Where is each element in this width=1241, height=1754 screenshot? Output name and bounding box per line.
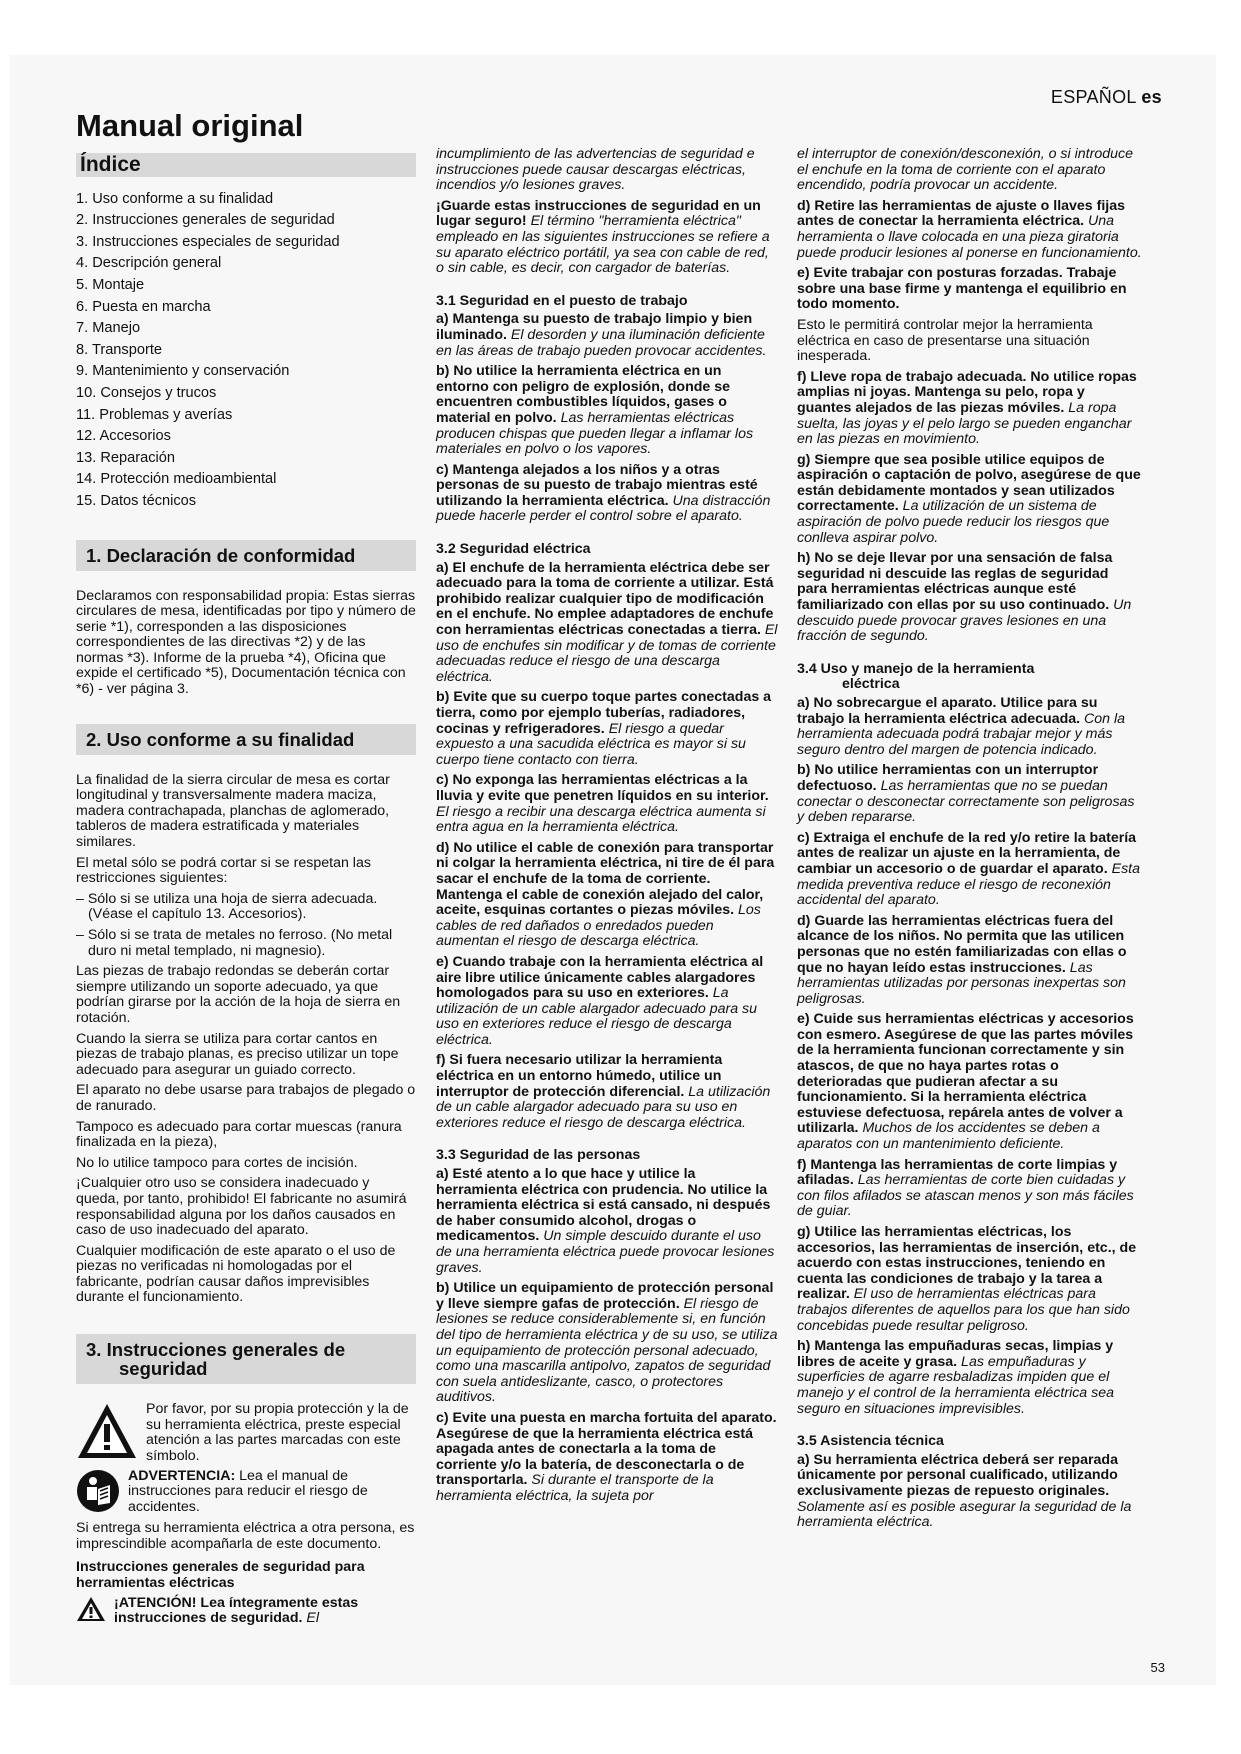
item: a) Su herramienta eléctrica deberá ser reparada únicamente por personal cualificado, utilizando exclusivamente piezas de repuesto originales. Solamente así es posible asegurar la seguridad de la herramienta eléctrica. xyxy=(797,1451,1132,1531)
index-item: 7. Manejo xyxy=(76,320,141,337)
atencion-text: ¡ATENCIÓN! Lea íntegramente estas instrucciones de seguridad. El xyxy=(114,1594,359,1627)
index-item: 5. Montaje xyxy=(76,276,145,293)
index-item: 6. Puesta en marcha xyxy=(76,298,211,315)
item: h) Mantenga las empuñaduras secas, limpias y libres de aceite y grasa. Las empuñaduras y superficies de agarre resbaladizas impiden que el manejo y el control de la herramienta eléctrica sea seguro en situaciones imprevisibles. xyxy=(797,1338,1115,1417)
section-2-heading: 2. Uso conforme a su finalidad xyxy=(76,724,416,755)
subsection-3-4 xyxy=(797,662,1142,693)
page-title: Manual original xyxy=(76,108,304,143)
item: c) No exponga las herramientas eléctricas a la lluvia y evite que penetren líquidos en su interior. El riesgo a recibir una descarga eléctrica aumenta si entra agua en la herramienta eléctrica. xyxy=(436,772,769,836)
column-left xyxy=(76,153,416,1631)
item: b) No utilice herramientas con un interruptor defectuoso. Las herramientas que no se puedan conectar o desconectar correctamente son peligrosas y deben repararse. xyxy=(797,762,1135,826)
subsection-3-5: 3.5 Asistencia técnica xyxy=(797,1433,944,1450)
index-heading: Índice xyxy=(76,153,416,177)
item: e) Cuando trabaje con la herramienta eléctrica al aire libre utilice únicamente cables alargadores homologados para su uso en exteriores. La utilización de un cable alargador adecuado para su uso en exteriores reduce el riesgo de descarga eléctrica. xyxy=(436,953,764,1048)
warning-text: Por favor, por su propia protección y la de su herramienta eléctrica, preste especial atención a las partes marcadas con este símbolo. xyxy=(146,1401,409,1464)
index-item: 15. Datos técnicos xyxy=(76,492,197,509)
item: d) No utilice el cable de conexión para transportar ni colgar la herramienta eléctrica, ni tire de él para sacar el enchufe de la toma de corriente. Mantenga el cable de conexión alejado del calor, aceite, esquinas cortantes o piezas móviles. Los cables de red dañados o enredados pueden aumentan el riesgo de descarga eléctrica. xyxy=(436,839,775,950)
index-item: 4. Descripción general xyxy=(76,255,222,272)
index-item: 8. Transporte xyxy=(76,341,162,358)
subsection-3-3: 3.3 Seguridad de las personas xyxy=(436,1147,641,1164)
item: h) No se deje llevar por una sensación de falsa seguridad ni descuide las reglas de seguridad para herramientas eléctricas aunque esté familiarizado con ellas por su uso continuado. Un descuido puede provocar graves lesiones en una fracción de segundo. xyxy=(797,550,1132,645)
paragraph: incumplimiento de las advertencias de seguridad e instrucciones puede causar descargas eléctricas, incendios y/o lesiones graves. xyxy=(436,146,755,194)
index-list xyxy=(76,189,416,513)
item: d) Guarde las herramientas eléctricas fuera del alcance de los niños. No permita que las utilicen personas que no estén familiarizadas con ellas o que no hayan leído estas instrucciones. Las herramientas utilizadas por personas inexpertas son peligrosas. xyxy=(797,912,1127,1007)
item: e) Cuide sus herramientas eléctricas y accesorios con esmero. Asegúrese de que las partes móviles de la herramienta funcionan correctamente y sin atascos, de que no haya partes rotas o deterioradas que pudieran afectar a su funcionamiento. Si la herramienta eléctrica estuviese defectuosa, repárela antes de volver a utilizarla. Muchos de los accidentes se deben a aparatos con un mantenimiento deficiente. xyxy=(797,1011,1134,1153)
dash-item: – Sólo si se utiliza una hoja de sierra adecuada. (Véase el capítulo 13. Accesorios). xyxy=(76,890,378,923)
item: g) Siempre que sea posible utilice equipos de aspiración o captación de polvo, asegúrese de que están debidamente montados y sean utilizados correctamente. La utilización de un sistema de aspiración de polvo puede reducir los riesgos que conlleva aspirar polvo. xyxy=(797,451,1141,546)
index-item: 9. Mantenimiento y conservación xyxy=(76,363,290,380)
item: b) No utilice la herramienta eléctrica en un entorno con peligro de explosión, donde se encuentren combustibles líquidos, gases o material en polvo. Las herramientas eléctricas producen chispas que pueden llegar a inflamar los materiales en polvo o los vapores. xyxy=(436,363,754,458)
advertencia-text: ADVERTENCIA: Lea el manual de instrucciones para reducir el riesgo de accidentes. xyxy=(128,1467,368,1515)
read-manual-icon xyxy=(76,1469,120,1518)
index-item: 12. Accesorios xyxy=(76,428,171,445)
index-item: 13. Reparación xyxy=(76,449,175,466)
section-3-heading-line2: seguridad xyxy=(119,1358,208,1380)
column-right xyxy=(797,147,1142,1536)
subsection-3-2: 3.2 Seguridad eléctrica xyxy=(436,541,591,558)
paragraph: El metal sólo se podrá cortar si se respetan las restricciones siguientes: xyxy=(76,854,371,887)
item: g) Utilice las herramientas eléctricas, los accesorios, las herramientas de inserción, etc., de acuerdo con estas instrucciones, teniendo en cuenta las condiciones de trabajo y la tarea a realizar. El uso de herramientas eléctricas para trabajos diferentes de aquellos para los que han sido concebidas puede resultar peligroso. xyxy=(797,1224,1137,1334)
paragraph: Las piezas de trabajo redondas se deberán cortar siempre utilizando un soporte adecuado, ya que podrían girarse por la acción de la hoja de sierra en rotación. xyxy=(76,963,401,1026)
item: c) Extraiga el enchufe de la red y/o retire la batería antes de realizar un ajuste en la herramienta, de cambiar un accesorio o de guardar el aparato. Esta medida preventiva reduce el riesgo de reconexión accidental del aparato. xyxy=(797,829,1141,909)
read-manual-note xyxy=(76,1469,416,1518)
item: c) Evite una puesta en marcha fortuita del aparato. Asegúrese de que la herramienta eléctrica está apagada antes de conectarla a la toma de corriente y/o la batería, de desconectarla o de transportarla. Si durante el transporte de la herramienta eléctrica, la sujeta por xyxy=(436,1409,777,1504)
item: f) Mantenga las herramientas de corte limpias y afiladas. Las herramientas de corte bien cuidadas y con filos afilados se atascan menos y son más fáciles de guiar. xyxy=(797,1156,1134,1220)
dash-item: – Sólo si se trata de metales no ferroso. (No metal duro ni metal templado, ni magnesio). xyxy=(76,927,393,959)
paragraph: No lo utilice tampoco para cortes de incisión. xyxy=(76,1154,358,1171)
index-item: 11. Problemas y averías xyxy=(76,406,233,423)
warning-note xyxy=(76,1402,416,1465)
index-item: 3. Instrucciones especiales de seguridad xyxy=(76,233,340,250)
language-label: ESPAÑOL es xyxy=(1050,87,1162,107)
item: a) El enchufe de la herramienta eléctrica debe ser adecuado para la toma de corriente a utilizar. Está prohibido realizar cualquier tipo de modificación en el enchufe. No emplee adaptadores de enchufe con herramientas eléctricas conectadas a tierra. El uso de enchufes sin modificar y de tomas de corriente adecuadas reduce el riesgo de una descarga eléctrica. xyxy=(436,559,778,685)
warning-triangle-icon xyxy=(76,1402,138,1465)
item: d) Retire las herramientas de ajuste o llaves fijas antes de conectar la herramienta eléctrica. Una herramienta o llave colocada en una pieza giratoria puede producir lesiones al ponerse en funcionamiento. xyxy=(797,197,1142,261)
paragraph: La finalidad de la sierra circular de mesa es cortar longitudinal y transversalmente madera maciza, madera contrachapada, planchas de aglomerado, tableros de madera estratificada y materiales similares. xyxy=(76,771,390,851)
subsection-3-4-line2: eléctrica xyxy=(842,676,900,693)
index-item: 1. Uso conforme a su finalidad xyxy=(76,190,274,207)
paragraph: El aparato no debe usarse para trabajos de plegado o de ranurado. xyxy=(76,1082,416,1114)
index-item: 10. Consejos y trucos xyxy=(76,384,217,401)
column-middle xyxy=(436,147,778,1510)
paragraph: Tampoco es adecuado para cortar muescas (ranura finalizada en la pieza), xyxy=(76,1118,402,1151)
page-number: 53 xyxy=(1150,1660,1165,1675)
warning-triangle-icon xyxy=(76,1596,106,1627)
paragraph: ¡Guarde estas instrucciones de seguridad en un lugar seguro! El término "herramienta eléctrica" empleado en las siguientes instrucciones se refiere a su aparato eléctrico portátil, ya sea con cable de red, o sin cable, es decir, con cargador de baterías. xyxy=(436,197,770,277)
paragraph: el interruptor de conexión/desconexión, o si introduce el enchufe en la toma de corriente con el aparato encendido, podría provocar un accidente. xyxy=(797,146,1133,194)
paragraph: Si entrega su herramienta eléctrica a otra persona, es imprescindible acompañarla de este documento. xyxy=(76,1520,415,1552)
section-1-text: Declaramos con responsabilidad propia: Estas sierras circulares de mesa, identificadas por tipo y número de serie *1), corresponden a las disposiciones correspondientes de las directivas *2) y de las normas *3). Informe de la prueba *4), Oficina que expide el certificado *5), Documentación técnica con *6) - ver página 3. xyxy=(76,587,416,698)
paragraph: ¡Cualquier otro uso se considera inadecuado y queda, por tanto, prohibido! El fabricante no asumirá responsabilidad alguna por los daños causados en caso de uso inadecuado del aparato. xyxy=(76,1175,407,1239)
subsection-3-4-line1: 3.4 Uso y manejo de la herramienta xyxy=(797,660,1035,677)
paragraph: Esto le permitirá controlar mejor la herramienta eléctrica en caso de presentarse una situación inesperada. xyxy=(797,316,1093,365)
item: c) Mantenga alejados a los niños y a otras personas de su puesto de trabajo mientras esté utilizando la herramienta eléctrica. Una distracción puede hacerle perder el control sobre el aparato. xyxy=(436,461,771,525)
index-item: 2. Instrucciones generales de seguridad xyxy=(76,212,335,229)
section-1-heading: 1. Declaración de conformidad xyxy=(76,540,416,571)
item: a) Esté atento a lo que hace y utilice la herramienta eléctrica con prudencia. No utilice la herramienta eléctrica si está cansado, ni después de haber consumido alcohol, drogas o medicamentos. Un simple descuido durante el uso de una herramienta eléctrica puede provocar lesiones graves. xyxy=(436,1166,775,1276)
item: b) Utilice un equipamiento de protección personal y lleve siempre gafas de protección. El riesgo de lesiones se reduce considerablemente si, en función del tipo de herramienta eléctrica y de su uso, se utiliza un equipamiento de protección personal adecuado, como una mascarilla antipolvo, zapatos de seguridad con suela antideslizante, casco, o protectores auditivos. xyxy=(436,1280,778,1406)
section-3-heading-line1: 3. Instrucciones generales de xyxy=(86,1339,346,1361)
subsection-3-1: 3.1 Seguridad en el puesto de trabajo xyxy=(436,292,688,309)
item: a) No sobrecargue el aparato. Utilice para su trabajo la herramienta eléctrica adecuada. Con la herramienta adecuada podrá trabajar mejor y más seguro dentro del margen de potencia indicado. xyxy=(797,695,1126,758)
section-3-heading xyxy=(76,1334,416,1384)
item: a) Mantenga su puesto de trabajo limpio y bien iluminado. El desorden y una iluminación deficiente en las áreas de trabajo pueden provocar accidentes. xyxy=(436,311,767,359)
item: b) Evite que su cuerpo toque partes conectadas a tierra, como por ejemplo tuberías, radiadores, cocinas y refrigeradores. El riesgo a quedar expuesto a una sacudida eléctrica es mayor si su cuerpo tiene contacto con tierra. xyxy=(436,689,772,768)
bold-heading: Instrucciones generales de seguridad para herramientas eléctricas xyxy=(76,1559,365,1592)
item: e) Evite trabajar con posturas forzadas. Trabaje sobre una base firme y mantenga el equilibrio en todo momento. xyxy=(797,265,1127,313)
paragraph: Cualquier modificación de este aparato o el uso de piezas no verificadas ni homologadas por el fabricante, podrían causar daños imprevisibles durante el funcionamiento. xyxy=(76,1242,396,1306)
item: f) Lleve ropa de trabajo adecuada. No utilice ropas amplias ni joyas. Mantenga su pelo, ropa y guantes alejados de las piezas móviles. La ropa suelta, las joyas y el pelo largo se pueden enganchar en las piezas en movimiento. xyxy=(797,368,1137,448)
index-item: 14. Protección medioambiental xyxy=(76,471,277,488)
item: f) Si fuera necesario utilizar la herramienta eléctrica en un entorno húmedo, utilice un interruptor de protección diferencial. La utilización de un cable alargador adecuado para su uso en exteriores reduce el riesgo de descarga eléctrica. xyxy=(436,1052,771,1131)
paragraph: Cuando la sierra se utiliza para cortar cantos en piezas de trabajo planas, es preciso utilizar un tope adecuado para asegurar un guiado correcto. xyxy=(76,1030,399,1078)
atencion-note xyxy=(76,1596,416,1627)
